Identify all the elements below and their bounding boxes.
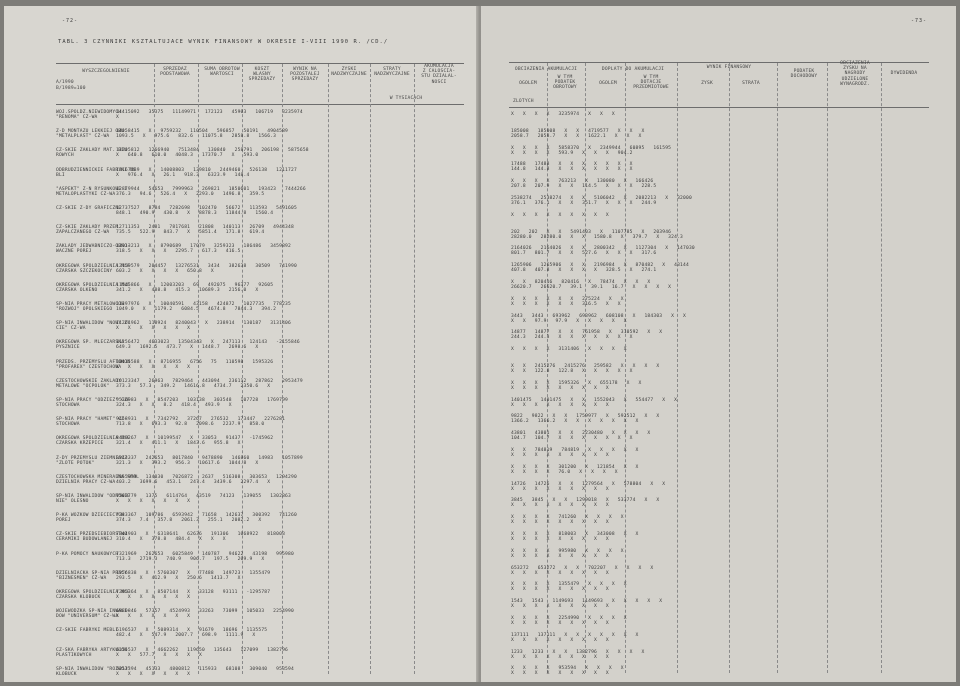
row-name: OKREGOWA SPOLDZIELNIA MLE CZARSKA KLOBUCK [56, 590, 131, 601]
row-values-a: 12313213 X 8790689 17079 3259323 186486 3459892 [116, 244, 291, 249]
row-values-a: 6880846 57357 4524993 33263 73099 105033 2254990 [116, 609, 294, 614]
row-values-b: 341.2 X 488.8 415.3 10689.3 2156.0 X [116, 288, 259, 293]
row-values-a: 14058415 X 9759232 110504 596857 50191 4904589 [116, 129, 289, 134]
right-row-values-b: X X X X X X X X X [511, 621, 609, 626]
row-name: SP-NIA PRACY METALOWCOW "ROZWOJ" OPOLSKIEGO [56, 302, 125, 313]
row-values-b: 321.4 X 411.1 X 1843.6 955.8 X [116, 441, 241, 446]
header-doplaty: DOPLATY DO AKUMULACJI [601, 67, 665, 72]
row-name: "ASPEKT" Z-N RYSUNKOWE I METALOPLASTYKI CZ-WA [56, 187, 128, 198]
right-row-values-a: 2164026 2164026 X X 2800342 X 1127304 X 147030 [511, 246, 695, 251]
right-row-values-b: 376.1 376.1 X X 351.7 X X X 244.9 [511, 201, 657, 206]
right-row-values-a: X X 820416 820416 X 78474 X X X [511, 280, 651, 285]
row-name: SP-NIA PRACY "ODZIEZ" CZE STOCHOWA [56, 398, 131, 409]
row-values-b: X X X X X X X [116, 595, 191, 600]
header-podatek-dochodowy: PODATEK DOCHODOWY [790, 69, 818, 80]
right-row-values-b: X X X X X X X X X [511, 571, 609, 576]
header-unit: W TYSIACACH [389, 96, 423, 101]
right-row-values-b: X X X X X X X X X [511, 487, 609, 492]
row-values-b: X 640.8 610.0 4048.3 17370.7 X 593.0 [116, 153, 259, 158]
row-values-a: 5253394 45133 4800812 115933 68108 309040 953594 [116, 667, 294, 672]
right-row-values-a: X X X X 301200 X 121854 X X [511, 465, 639, 470]
header-dop-ogolem: OGOLEM [599, 81, 617, 86]
right-row-values-b: 26620.7 26620.7 39.1 39.1 16.7 X X X X [511, 285, 672, 290]
row-values-b: 735.5 522.9 843.7 X 5851.4 171.8 619.4 [116, 230, 265, 235]
right-row-values-b: X X X X X X X X X [511, 503, 609, 508]
row-values-a: 9536983 X 8547203 103138 303548 107728 1769799 [116, 398, 289, 403]
table-title: TABL. 3 CZYNNIKI KSZTALTUJACE WYNIK FINANSOWY W OKRESIE I-VIII 1990 R. /CD./ [58, 39, 389, 45]
right-row-values-a: 1265906 1265906 X X 2196984 X 870482 X 43144 [511, 263, 689, 268]
row-values-b: 310.4 X 378.8 484.4 X X X [116, 537, 226, 542]
header-wynik: WYNIK NA POZOSTALEJ SPRZEDAZY [290, 67, 320, 83]
row-name: CZESTOCHOWSKA MINERALNA SPOL DZIELNIA PRACY CZ-WA [56, 475, 140, 486]
row-values-b: 1049.0 X 1179.2 6084.5 4674.8 7844.3 394.2 [116, 307, 277, 312]
row-name: CZ-SKA FABRYKA ARTYKULOW PLASTIKOWYCH [56, 648, 128, 659]
right-row-values-a: 653272 653272 X X 702207 X X X X [511, 566, 654, 571]
table-header [56, 63, 464, 105]
row-values-a: 12159579 204457 13276531 3434 382638 30509 741990 [116, 264, 297, 269]
header-strata: STRATA [742, 81, 760, 86]
header-zyski: ZYSKI NADZWYCZAJNE [331, 67, 367, 78]
row-name: ODBRUDZIENNICKIE FABRYKI ME BLI [56, 168, 137, 179]
header-unit-right: ZLOTYCH [513, 99, 534, 104]
right-row-values-a: 43801 43801 X X 2230480 X X X X [511, 431, 651, 436]
right-row-values-a: X X X X 741260 X X X X [511, 515, 624, 520]
row-values-b: 373.3 57.3 349.2 14616.8 4734.7 2350.6 X [116, 384, 271, 389]
header-akumulacja: AKUMULACJA Z CALOSCIA- STU DZIALAL- NOSCI [421, 64, 457, 85]
row-values-a: 13167289 X 14008803 139810 2449460 526138 1211727 [116, 168, 297, 173]
right-row-values-b: 104.7 104.7 X X X X X X X [511, 436, 633, 441]
row-name: PRZEDS. PRZEMYSLU AFTONON "PROFAREX" CZESTOCHOWA [56, 360, 131, 371]
right-row-values-a: X X X X 3235974 X X X [511, 112, 615, 117]
row-name: SP-NIA INWALIDOW "ROZWOJ" KLOBUCK [56, 667, 131, 678]
row-values-a: 6196537 X 5089314 X 91679 18696 1135575 [116, 628, 268, 633]
right-row-values-a: 17488 17488 X X X X X X X [511, 162, 633, 167]
right-row-values-b: 407.8 407.8 X X X X 328.5 X 274.1 [511, 268, 657, 273]
right-row-values-b: X X X X X X X X X [511, 655, 609, 660]
right-row-values-b: X X X X X X X X X [511, 587, 609, 592]
row-name: CZ-SKIE ZAKLADY MAT. BIU ROWYCH [56, 148, 128, 159]
header-dywidenda: DYWIDENDA [890, 71, 918, 76]
right-row-values-a: 3845 3845 X X 1299018 X 533774 X X [511, 498, 660, 503]
row-values-b: 321.3 X 393.2 956.3 10617.6 1044.8 X [116, 461, 259, 466]
row-values-a: 12711353 2481 7817681 21808 140113 26709 4944348 [116, 225, 294, 230]
row-values-b: X X X X X X X [116, 365, 191, 370]
row-values-a: 7503779 1375 6114764 43519 74123 139055 1302863 [116, 494, 291, 499]
right-row-values-a: 14877 14877 X X 761958 X 310592 X X [511, 330, 663, 335]
header-zysk: ZYSK [701, 81, 713, 86]
header-wynik-finansowy: WYNIK FINANSOWY [706, 65, 752, 70]
row-name: SP-NIA INWALIDOW "ODNOWIE NIE" OLESNO [56, 494, 131, 505]
row-values-b: 713.8 X 693.3 92.8 2098.6 2237.9 858.0 [116, 422, 265, 427]
row-values-a: 11261962 118924 8240043 X 238914 130187 3131406 [116, 321, 291, 326]
right-row-values-b: X X X X X X 316.5 X X [511, 302, 621, 307]
row-values-a: 11397976 X 10040591 43158 424872 1027735 778235 [116, 302, 291, 307]
header-suma-obrotow: SUMA OBROTOW WARTOSCI [204, 67, 240, 78]
row-values-a: 13205812 1266940 7513484 130840 258791 206198 5875658 [116, 148, 309, 153]
row-name: WOJ.SPOLDZ.NIEWIDOMYCH "RENOMA" CZ-WA [56, 110, 122, 121]
right-row-values-a: X X X X 2254990 X X X X [511, 616, 627, 621]
row-values-a: 8429267 X 10199547 X 33053 91437 -1745962 [116, 436, 274, 441]
row-name: P-KA WOZKOW DZIECIECYCH POREJ [56, 513, 125, 524]
row-values-b: X X X X X X X [116, 499, 191, 504]
right-row-values-b: X X 122.8 122.8 X X X X X [511, 369, 633, 374]
row-values-b: X X 577.7 X X X X [116, 653, 203, 658]
row-values-b: 403.2 3699.6 453.1 247.4 3439.6 2297.4 X [116, 480, 271, 485]
row-values-a: 7383367 109786 6593942 71658 142637 300392 741260 [116, 513, 297, 518]
row-name: CZ-SKIE FABRYKI MEBLI [56, 628, 119, 633]
row-name: CZ-SKIE Z-DY GRAFICZNE [56, 206, 122, 211]
row-name: Z-D MONTAZU LEKKIEJ OBU. "METALPLAST" CZ-WA [56, 129, 128, 140]
right-row-values-a: X X X X 995980 X X X X [511, 549, 624, 554]
right-row-values-a: X X X X 763213 X 130080 X 166426 [511, 179, 654, 184]
row-name: OKREGOWA SPOLDZIELNIA MLE CZARSKA SZCZEKOCINY [56, 264, 131, 275]
row-values-b: 376.3 94.6 526.4 X 2293.0 1496.8 359.5 [116, 192, 265, 197]
header-dop-dotacje: W TYM DOTACJE PRZEDMIOTOWE [633, 75, 669, 91]
row-values-b: X 976.4 X 26.1 918.3 6323.9 148.4 [116, 173, 250, 178]
row-values-b: 482.4 X 547.9 2007.7 698.9 1111.9 X [116, 633, 256, 638]
row-values-a: 6155537 X 4662262 119650 135643 127099 1382796 [116, 648, 289, 653]
right-row-values-a: 14726 14726 X X 1279564 X 578804 X X [511, 482, 666, 487]
row-values-a: 12737527 8784 7282698 102470 56672 113593 5491605 [116, 206, 297, 211]
right-row-values-a: 9822 9822 X X 1759977 X 592512 X X [511, 414, 660, 419]
row-name: Z-DY PRZEMYSLU ZIEMNIACZ. "ZLOTE POTOK" [56, 456, 131, 467]
right-row-values-b: 207.8 207.9 X X 114.5 X X X 228.5 [511, 184, 657, 189]
row-name: P-KA POMOCY NAUKOWYCH [56, 552, 119, 557]
right-row-values-b: 1366.2 1366.2 X X X X X X X [511, 419, 639, 424]
right-row-values-b: X X X X X X X X X [511, 671, 609, 676]
right-row-values-b: X X X X X X X X X [511, 537, 609, 542]
right-row-values-b: X X 97.9 97.9 X X X X X [511, 319, 627, 324]
right-row-values-a: X X X X 3131406 X X X X [511, 347, 627, 352]
header-obc-podatek: W TYM PODATEK OBROTOWY [553, 75, 577, 91]
page-number: -72- [62, 18, 79, 24]
right-row-values-b: X X X X X X X X X [511, 604, 609, 609]
right-row-values-b: X X X X X X X X X [511, 520, 609, 525]
header-col-name: WYSZCZEGOLNIENIE [82, 69, 130, 74]
header-sub-b: B/1989=100 [56, 86, 86, 91]
header-obciazenia: OBCIAZENIA AKUMULACJI [514, 67, 578, 72]
header-obc-ogolem: OGOLEM [519, 81, 537, 86]
row-values-b: 603.2 X X X X 650.8 X [116, 269, 214, 274]
header-straty: STRATY NADZWYCZAJNE [374, 67, 410, 78]
row-name: OKREGOWA SPOLDZIELNIA MLE CZARSKA KRZEPICE [56, 436, 131, 447]
row-values-b: 324.3 X X 8.2 418.4 493.9 X [116, 403, 232, 408]
header-obciazenia-zysku: OBCIAZENIA ZYSKU NA NAGRODY UDZIELONE WYNAGRODZ. [840, 61, 870, 87]
right-row-values-a: X X 2415276 2415276 259582 X X X X [511, 364, 660, 369]
row-name: OKREGOWA SPOLDZIELNIA MLE CZARSKA OLKENO [56, 283, 131, 294]
page-number-right: -73- [911, 18, 928, 24]
row-name: OKREGOWA SP. MLECZARSKA PYSZNICE [56, 340, 125, 351]
row-values-a: 7865959 134030 7026872 2637 516308 303653 1294290 [116, 475, 297, 480]
right-row-values-a: 3443 3443 693962 693962 608108 X 184303 X X [511, 314, 686, 319]
row-values-a: 7321969 262653 6025849 140787 94622 43198 995980 [116, 552, 294, 557]
row-values-b: 318.5 X X X 2295.7 617.3 416.5 [116, 249, 241, 254]
row-values-b: 1093.5 X 975.6 832.6 11075.8 2858.8 1566.3 [116, 134, 277, 139]
right-row-values-a: 185008 185008 X X 4719577 X X X [511, 129, 645, 134]
right-row-values-b: 144.8 144.8 X X X X X X X [511, 167, 633, 172]
row-values-b: 374.3 7.4 357.8 2061.3 255.1 2082.2 X [116, 518, 262, 523]
row-values-b: X X X X X X X [116, 614, 191, 619]
right-table-header [509, 62, 929, 108]
header-sprzedaz: SPRZEDAZ PODSTAWOWA [160, 67, 190, 78]
row-values-a: 8243337 242653 8017840 9478890 146860 14983 1057899 [116, 456, 303, 461]
right-row-values-a: X X X X 818003 X 343008 X X [511, 532, 639, 537]
row-name: SP-NIA INWALIDOW "NOWY ZY CIE" CZ-WA [56, 321, 131, 332]
row-values-a: 11545866 X 12003203 69 492075 96377 92605 [116, 283, 274, 288]
row-name: CZ-SKIE ZAKLADY PRZEM. ZAPALCZANEGO CZ-WA [56, 225, 122, 236]
right-row-values-a: 2538274 2538274 X X 5106042 X 2082213 X 32000 [511, 196, 692, 201]
right-row-values-a: X X X X X X 275224 X X [511, 297, 624, 302]
row-name: CZ-SKIE PRZEDSIEBIORSTWO CERAMIKI BUDOWLANEJ [56, 532, 128, 543]
header-sub-a: A/1990 [56, 80, 74, 85]
header-koszt: KOSZT WLASNY SPRZEDAZY [248, 67, 276, 83]
row-values-a: 10123347 26963 7829464 443094 236112 287862 2953479 [116, 379, 303, 384]
right-row-values-b: X X X X X X X X X [511, 554, 609, 559]
right-row-values-a: 1401475 1401475 X X 1552043 X 554477 X X [511, 398, 678, 403]
right-row-values-b: 2058.7 2058.7 X X 1622.1 X X X [511, 134, 642, 139]
left-page [4, 6, 481, 682]
right-row-values-b: 801.7 801.7 X X 527.6 X X X 317.6 [511, 251, 657, 256]
row-values-b: X X X X X X X [116, 326, 191, 331]
right-row-values-b: X X X X X X X X X [511, 386, 609, 391]
row-values-a: 14415092 35375 11149971 172123 45903 106719 3235974 [116, 110, 303, 115]
right-row-values-b: X X X X X X X X X [511, 453, 609, 458]
row-values-a: 10415588 X 8716955 6756 75 110598 1595326 [116, 360, 274, 365]
right-row-values-a: X X 784819 784819 X X X X X [511, 448, 639, 453]
right-row-values-a: X X X X 1355479 X X X X [511, 582, 627, 587]
right-row-values-a: X X X X 1595326 X 655178 X X [511, 381, 642, 386]
right-row-values-b: X X X X 76.0 X X X X [511, 470, 618, 475]
right-row-values-a: X X X X 953594 X X X X [511, 666, 624, 671]
row-values-a: 7205364 X 8507144 X 33128 93111 -1295787 [116, 590, 271, 595]
row-values-a: 7256838 X 5760307 X 77488 149723 1355479 [116, 571, 271, 576]
row-values-b: 713.3 2719.3 740.9 906.7 197.5 209.9 X [116, 557, 265, 562]
row-values-b: X X X X X X X [116, 672, 191, 677]
row-values-a: 12879944 54653 7999963 269821 1850601 193423 7444266 [116, 187, 306, 192]
row-name: DZIELNIACKA SP-NIA PRACY "BIZNESMEN" CZ-WA [56, 571, 128, 582]
right-row-values-a: 202 202 X X 5491403 X 1107785 X 203946 [511, 230, 672, 235]
right-row-values-b: 244.3 244.3 X X X X X X X [511, 335, 633, 340]
row-name: ZAKLADY JEDWABNICZO-OBKO- WACZNE POREJ [56, 244, 131, 255]
row-values-b: X [116, 115, 119, 120]
row-values-b: 293.5 X 412.9 X 250.6 1413.7 X [116, 576, 241, 581]
row-values-b: 649.3 1692.5 473.7 X 1448.7 2698.6 X [116, 345, 259, 350]
right-row-values-a: X X X X 5858370 X 2349944 60895 161595 [511, 146, 672, 151]
right-row-values-b: X X X X 593.9 X X X 904.2 [511, 151, 633, 156]
right-row-values-a: X X X X X X X X X [511, 213, 609, 218]
row-values-a: 9458931 X 7342792 37267 276532 173447 2276281 [116, 417, 286, 422]
row-name: SP-NIA PRACY "HAMET" CZ- STOCHOWA [56, 417, 128, 428]
row-name: WOJEWODZKA SP-NIA INWALI- DOW "UNIVERSUM" CZ-WA [56, 609, 131, 620]
row-values-b: 848.1 490.9 430.8 X 8878.3 11844.8 1560.4 [116, 211, 274, 216]
right-row-values-a: 1543 1543 1149693 1149693 X X X X X [511, 599, 663, 604]
row-values-a: 7344903 X 6318641 62636 191306 1068922 818003 [116, 532, 286, 537]
right-row-values-b: 28280.0 28280.0 X X 1580.8 X 379.7 X 324.3 [511, 235, 684, 240]
row-name: CZESTOCHOWSKIE ZAKLADY METALOWE "OCPOLOK" [56, 379, 122, 390]
right-page [481, 6, 956, 682]
right-row-values-b: X X X X X X X X X [511, 638, 609, 643]
right-row-values-a: 1233 1233 X X 1382796 X X X X [511, 650, 645, 655]
right-row-values-b: X X X X X X X X X [511, 403, 609, 408]
right-row-values-a: 137111 137111 X X X X X X X [511, 633, 639, 638]
row-values-a: 11256472 4633023 13504343 X 247113 124143 -2155846 [116, 340, 300, 345]
